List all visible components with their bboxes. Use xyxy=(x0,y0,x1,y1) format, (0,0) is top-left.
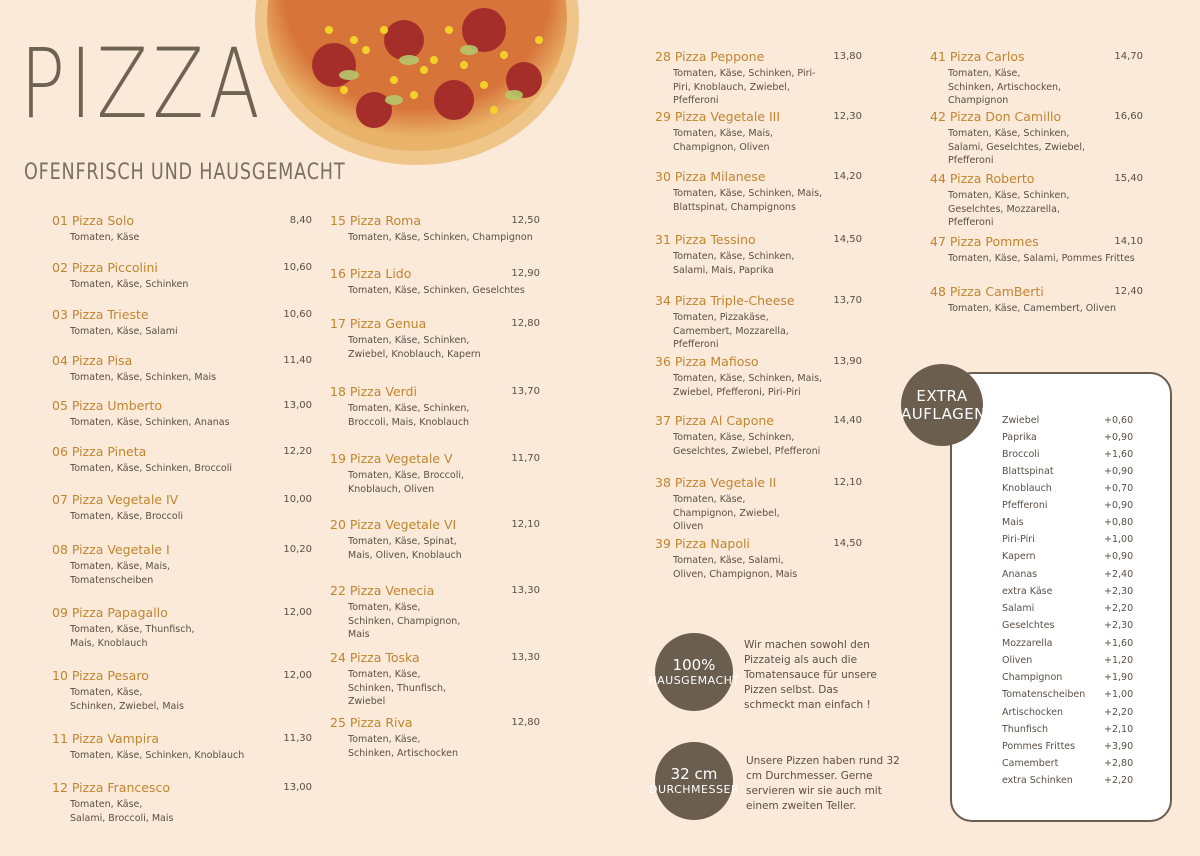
menu-item-price: 14,10 xyxy=(1114,236,1143,247)
menu-item xyxy=(52,213,312,245)
menu-item-price: 12,20 xyxy=(283,446,312,457)
menu-item xyxy=(52,444,312,476)
menu-item xyxy=(930,171,1143,230)
extras-badge-line1: EXTRA xyxy=(916,387,968,405)
menu-item-desc: Tomaten, Käse, Salami, Oliven, Champignon, Mais xyxy=(673,555,798,580)
menu-item-desc: Tomaten, Käse, Spinat, Mais, Oliven, Knoblauch xyxy=(348,536,462,561)
menu-item-price: 11,40 xyxy=(283,355,312,366)
menu-item-price: 12,80 xyxy=(511,717,540,728)
menu-item-price: 11,70 xyxy=(511,453,540,464)
menu-item-desc: Tomaten, Käse, Schinken, Artischocken xyxy=(348,734,459,759)
extra-row xyxy=(1002,655,1152,666)
extra-name: Geselchtes xyxy=(1002,620,1055,631)
menu-item-desc: Tomaten, Pizzakäse, Camembert, Mozzarella, Pfefferoni xyxy=(673,312,789,350)
menu-item-price: 15,40 xyxy=(1114,173,1143,184)
menu-item-desc: Tomaten, Käse, Schinken, Broccoli xyxy=(70,463,232,474)
extra-name: Oliven xyxy=(1002,655,1033,666)
extra-row xyxy=(1002,534,1152,545)
menu-item-desc: Tomaten, Käse, Salami, Broccoli, Mais xyxy=(70,799,174,824)
menu-item xyxy=(52,731,312,763)
menu-item-desc: Tomaten, Käse, Schinken, Zwiebel, Knoblauch, Kapern xyxy=(348,335,481,360)
extra-price: +0,90 xyxy=(1104,432,1134,443)
menu-item xyxy=(330,266,540,298)
menu-item-price: 11,30 xyxy=(283,733,312,744)
menu-item-desc: Tomaten, Käse xyxy=(70,232,140,243)
hausgemacht-badge-small: HAUSGEMACHT xyxy=(648,673,740,687)
extra-name: Artischocken xyxy=(1002,707,1064,718)
extra-price: +1,00 xyxy=(1104,689,1134,700)
menu-item-name: 16 Pizza Lido xyxy=(330,266,412,281)
menu-item xyxy=(330,316,540,361)
extra-price: +0,90 xyxy=(1104,551,1134,562)
menu-item-desc: Tomaten, Käse, Schinken, Mais xyxy=(70,372,217,383)
menu-item xyxy=(655,354,862,399)
menu-item-desc: Tomaten, Käse, Broccoli, Knoblauch, Oliven xyxy=(348,470,465,495)
menu-item-name: 18 Pizza Verdi xyxy=(330,384,417,399)
extra-price: +2,80 xyxy=(1104,758,1134,769)
extra-name: Zwiebel xyxy=(1002,415,1040,426)
menu-item xyxy=(655,49,862,108)
menu-item xyxy=(655,293,862,352)
menu-item xyxy=(330,650,540,709)
extra-price: +2,40 xyxy=(1104,569,1134,580)
extra-name: extra Schinken xyxy=(1002,775,1073,786)
menu-item-name: 28 Pizza Peppone xyxy=(655,49,765,64)
menu-item-name: 06 Pizza Pineta xyxy=(52,444,147,459)
menu-item-price: 14,70 xyxy=(1114,51,1143,62)
extra-price: +2,30 xyxy=(1104,620,1134,631)
menu-item-name: 17 Pizza Genua xyxy=(330,316,427,331)
menu-item xyxy=(52,307,312,339)
menu-item-desc: Tomaten, Käse, Schinken, Mais, Zwiebel, Pfefferoni, Piri-Piri xyxy=(673,373,823,398)
menu-item-price: 10,60 xyxy=(283,262,312,273)
menu-item-desc: Tomaten, Käse, Schinken xyxy=(70,279,189,290)
extra-price: +1,00 xyxy=(1104,534,1134,545)
menu-item xyxy=(330,583,540,642)
menu-item xyxy=(930,284,1143,316)
menu-item-name: 10 Pizza Pesaro xyxy=(52,668,149,683)
menu-item-desc: Tomaten, Käse, Schinken, Piri-Piri, Knoblauch, Zwiebel, Pfefferoni xyxy=(673,68,816,106)
menu-item xyxy=(52,353,312,385)
menu-item-name: 30 Pizza Milanese xyxy=(655,169,766,184)
hausgemacht-note: Wir machen sowohl den Pizzateig als auch die Tomatensauce für unsere Pizzen selbst. Das schmeckt man einfach ! xyxy=(744,639,877,711)
menu-item-name: 01 Pizza Solo xyxy=(52,213,135,228)
menu-item-name: 36 Pizza Mafioso xyxy=(655,354,759,369)
extras-badge xyxy=(901,364,986,446)
menu-item xyxy=(330,517,540,562)
extra-row xyxy=(1002,500,1152,511)
extra-name: Tomatenscheiben xyxy=(1002,689,1086,700)
menu-item-desc: Tomaten, Käse, Broccoli xyxy=(70,511,183,522)
menu-item-price: 12,10 xyxy=(511,519,540,530)
extra-name: Camembert xyxy=(1002,758,1059,769)
extra-name: Salami xyxy=(1002,603,1035,614)
menu-item-desc: Tomaten, Käse, Schinken, Geselchtes, Mozzarella, Pfefferoni xyxy=(948,190,1070,228)
menu-item-price: 12,90 xyxy=(511,268,540,279)
menu-item-name: 37 Pizza Al Capone xyxy=(655,413,774,428)
menu-item-price: 14,40 xyxy=(833,415,862,426)
menu-item-price: 13,80 xyxy=(833,51,862,62)
menu-item-desc: Tomaten, Käse, Schinken, Knoblauch xyxy=(70,750,245,761)
menu-item-desc: Tomaten, Käse, Salami, Pommes Frittes xyxy=(948,253,1135,264)
extra-name: Blattspinat xyxy=(1002,466,1054,477)
menu-item-name: 09 Pizza Papagallo xyxy=(52,605,168,620)
extra-name: Pfefferoni xyxy=(1002,500,1048,511)
menu-item xyxy=(930,109,1143,168)
menu-item xyxy=(655,169,862,214)
menu-item xyxy=(52,542,312,587)
extra-price: +2,30 xyxy=(1104,586,1134,597)
size-note: Unsere Pizzen haben rund 32 cm Durchmesser. Gerne servieren wir sie auch mit einem zweiten Teller. xyxy=(746,755,900,812)
page-subtitle: OFENFRISCH UND HAUSGEMACHT xyxy=(24,160,346,185)
extra-price: +2,20 xyxy=(1104,603,1134,614)
menu-item-name: 04 Pizza Pisa xyxy=(52,353,133,368)
extra-row xyxy=(1002,603,1152,614)
menu-item xyxy=(52,398,312,430)
extra-row xyxy=(1002,724,1152,735)
menu-item-price: 13,70 xyxy=(833,295,862,306)
menu-item-desc: Tomaten, Käse, Thunfisch, Mais, Knoblauch xyxy=(70,624,195,649)
menu-item-price: 12,00 xyxy=(283,670,312,681)
menu-item xyxy=(655,536,862,581)
extra-row xyxy=(1002,775,1152,786)
menu-item-desc: Tomaten, Käse, Mais, Tomatenscheiben xyxy=(70,561,171,586)
menu-item-price: 13,00 xyxy=(283,782,312,793)
extra-price: +1,90 xyxy=(1104,672,1134,683)
menu-item-name: 15 Pizza Roma xyxy=(330,213,421,228)
extra-name: Paprika xyxy=(1002,432,1037,443)
extra-price: +2,20 xyxy=(1104,775,1134,786)
extra-row xyxy=(1002,758,1152,769)
hausgemacht-badge xyxy=(648,633,740,711)
menu-item-desc: Tomaten, Käse, Schinken, Geselchtes, Zwiebel, Pfefferoni xyxy=(673,432,821,457)
extras-panel xyxy=(950,372,1172,822)
extra-price: +0,70 xyxy=(1104,483,1134,494)
menu-item-price: 12,00 xyxy=(283,607,312,618)
extra-price: +3,90 xyxy=(1104,741,1134,752)
extra-price: +0,80 xyxy=(1104,517,1134,528)
extra-name: extra Käse xyxy=(1002,586,1053,597)
extra-name: Thunfisch xyxy=(1002,724,1049,735)
menu-item-price: 10,00 xyxy=(283,494,312,505)
menu-item-name: 38 Pizza Vegetale II xyxy=(655,475,777,490)
extra-price: +0,90 xyxy=(1104,500,1134,511)
menu-item xyxy=(930,234,1143,266)
menu-item-price: 12,50 xyxy=(511,215,540,226)
menu-item xyxy=(52,605,312,650)
menu-item-price: 13,30 xyxy=(511,652,540,663)
menu-item-desc: Tomaten, Käse, Schinken, Artischocken, Champignon xyxy=(948,68,1062,106)
extra-row xyxy=(1002,449,1152,460)
menu-item-name: 08 Pizza Vegetale I xyxy=(52,542,170,557)
menu-item-name: 41 Pizza Carlos xyxy=(930,49,1025,64)
menu-item-name: 31 Pizza Tessino xyxy=(655,232,756,247)
menu-item-name: 19 Pizza Vegetale V xyxy=(330,451,453,466)
menu-item-price: 13,90 xyxy=(833,356,862,367)
menu-item-name: 48 Pizza CamBerti xyxy=(930,284,1044,299)
menu-item xyxy=(655,413,862,458)
menu-item-desc: Tomaten, Käse, Schinken, Mais, Blattspinat, Champignons xyxy=(673,188,823,213)
menu-item-name: 11 Pizza Vampira xyxy=(52,731,159,746)
extra-row xyxy=(1002,672,1152,683)
extra-row xyxy=(1002,638,1152,649)
menu-item-price: 14,50 xyxy=(833,538,862,549)
menu-item-desc: Tomaten, Käse, Schinken, Geselchtes xyxy=(348,285,525,296)
menu-item xyxy=(330,384,540,429)
extra-row xyxy=(1002,620,1152,631)
menu-item-name: 47 Pizza Pommes xyxy=(930,234,1039,249)
menu-item xyxy=(655,232,862,277)
size-badge xyxy=(648,742,740,820)
extra-price: +2,10 xyxy=(1104,724,1134,735)
menu-item-price: 14,50 xyxy=(833,234,862,245)
menu-item-name: 34 Pizza Triple-Cheese xyxy=(655,293,795,308)
menu-item xyxy=(330,451,540,496)
extra-row xyxy=(1002,517,1152,528)
menu-item-name: 44 Pizza Roberto xyxy=(930,171,1035,186)
menu-item xyxy=(52,492,312,524)
menu-item-desc: Tomaten, Käse, Mais, Champignon, Oliven xyxy=(673,128,774,153)
extra-name: Knoblauch xyxy=(1002,483,1052,494)
menu-item-price: 12,80 xyxy=(511,318,540,329)
extra-name: Piri-Piri xyxy=(1002,534,1035,545)
menu-item xyxy=(655,475,862,534)
extra-name: Kapern xyxy=(1002,551,1036,562)
extra-row xyxy=(1002,569,1152,580)
menu-item xyxy=(52,668,312,713)
menu-item-desc: Tomaten, Käse, Schinken, Champignon, Mais xyxy=(348,602,461,640)
page-title: PIZZA xyxy=(20,28,265,140)
menu-item-desc: Tomaten, Käse, Salami xyxy=(70,326,178,337)
menu-item xyxy=(52,780,312,825)
extra-name: Mozzarella xyxy=(1002,638,1053,649)
extra-row xyxy=(1002,551,1152,562)
menu-item-price: 12,10 xyxy=(833,477,862,488)
menu-item-price: 12,30 xyxy=(833,111,862,122)
menu-item-name: 03 Pizza Trieste xyxy=(52,307,149,322)
menu-item-desc: Tomaten, Käse, Schinken, Zwiebel, Mais xyxy=(70,687,184,712)
extra-price: +2,20 xyxy=(1104,707,1134,718)
extra-row xyxy=(1002,432,1152,443)
extras-badge-line2: AUFLAGEN xyxy=(901,405,986,423)
extra-row xyxy=(1002,707,1152,718)
menu-item-name: 02 Pizza Piccolini xyxy=(52,260,158,275)
menu-item-desc: Tomaten, Käse, Schinken, Thunfisch, Zwiebel xyxy=(348,669,447,707)
menu-item xyxy=(52,260,312,292)
extra-name: Ananas xyxy=(1002,569,1038,580)
extra-name: Champignon xyxy=(1002,672,1063,683)
extra-price: +1,20 xyxy=(1104,655,1134,666)
menu-item-name: 12 Pizza Francesco xyxy=(52,780,170,795)
extra-name: Pommes Frittes xyxy=(1002,741,1076,752)
menu-item xyxy=(330,213,540,245)
extra-row xyxy=(1002,689,1152,700)
menu-item-price: 12,40 xyxy=(1114,286,1143,297)
extra-name: Mais xyxy=(1002,517,1024,528)
extra-price: +0,60 xyxy=(1104,415,1134,426)
menu-item-price: 16,60 xyxy=(1114,111,1143,122)
menu-item-desc: Tomaten, Käse, Schinken, Ananas xyxy=(70,417,230,428)
menu-item-desc: Tomaten, Käse, Schinken, Broccoli, Mais, Knoblauch xyxy=(348,403,470,428)
menu-item-desc: Tomaten, Käse, Camembert, Oliven xyxy=(948,303,1117,314)
menu-item-name: 22 Pizza Venecia xyxy=(330,583,435,598)
extra-row xyxy=(1002,483,1152,494)
extra-row xyxy=(1002,586,1152,597)
menu-item-name: 39 Pizza Napoli xyxy=(655,536,750,551)
menu-item-desc: Tomaten, Käse, Schinken, Salami, Mais, Paprika xyxy=(673,251,795,276)
pizza-image xyxy=(254,0,580,165)
menu-item-price: 10,60 xyxy=(283,309,312,320)
menu-item-name: 42 Pizza Don Camillo xyxy=(930,109,1062,124)
menu-item-name: 29 Pizza Vegetale III xyxy=(655,109,781,124)
menu-item xyxy=(330,715,540,760)
menu-item-price: 13,30 xyxy=(511,585,540,596)
hausgemacht-badge-big: 100% xyxy=(672,656,716,675)
menu-item-price: 8,40 xyxy=(289,215,312,226)
menu-item-desc: Tomaten, Käse, Schinken, Champignon xyxy=(348,232,533,243)
menu-item-name: 25 Pizza Riva xyxy=(330,715,413,730)
menu-item xyxy=(655,109,862,154)
extra-price: +1,60 xyxy=(1104,449,1134,460)
menu-item-name: 05 Pizza Umberto xyxy=(52,398,163,413)
extra-row xyxy=(1002,741,1152,752)
extra-name: Broccoli xyxy=(1002,449,1040,460)
extra-row xyxy=(1002,466,1152,477)
extra-price: +0,90 xyxy=(1104,466,1134,477)
menu-item-price: 13,00 xyxy=(283,400,312,411)
menu-item xyxy=(930,49,1143,108)
size-badge-small: DURCHMESSER xyxy=(648,782,740,796)
menu-item-name: 24 Pizza Toska xyxy=(330,650,420,665)
extra-price: +1,60 xyxy=(1104,638,1134,649)
menu-item-name: 07 Pizza Vegetale IV xyxy=(52,492,179,507)
menu-item-desc: Tomaten, Käse, Schinken, Salami, Geselchtes, Zwiebel, Pfefferoni xyxy=(948,128,1085,166)
menu-item-desc: Tomaten, Käse, Champignon, Zwiebel, Oliven xyxy=(673,494,780,532)
menu-item-price: 10,20 xyxy=(283,544,312,555)
menu-item-name: 20 Pizza Vegetale VI xyxy=(330,517,457,532)
menu-item-price: 14,20 xyxy=(833,171,862,182)
menu-item-price: 13,70 xyxy=(511,386,540,397)
extra-row xyxy=(1002,415,1152,426)
size-badge-big: 32 cm xyxy=(670,765,718,784)
